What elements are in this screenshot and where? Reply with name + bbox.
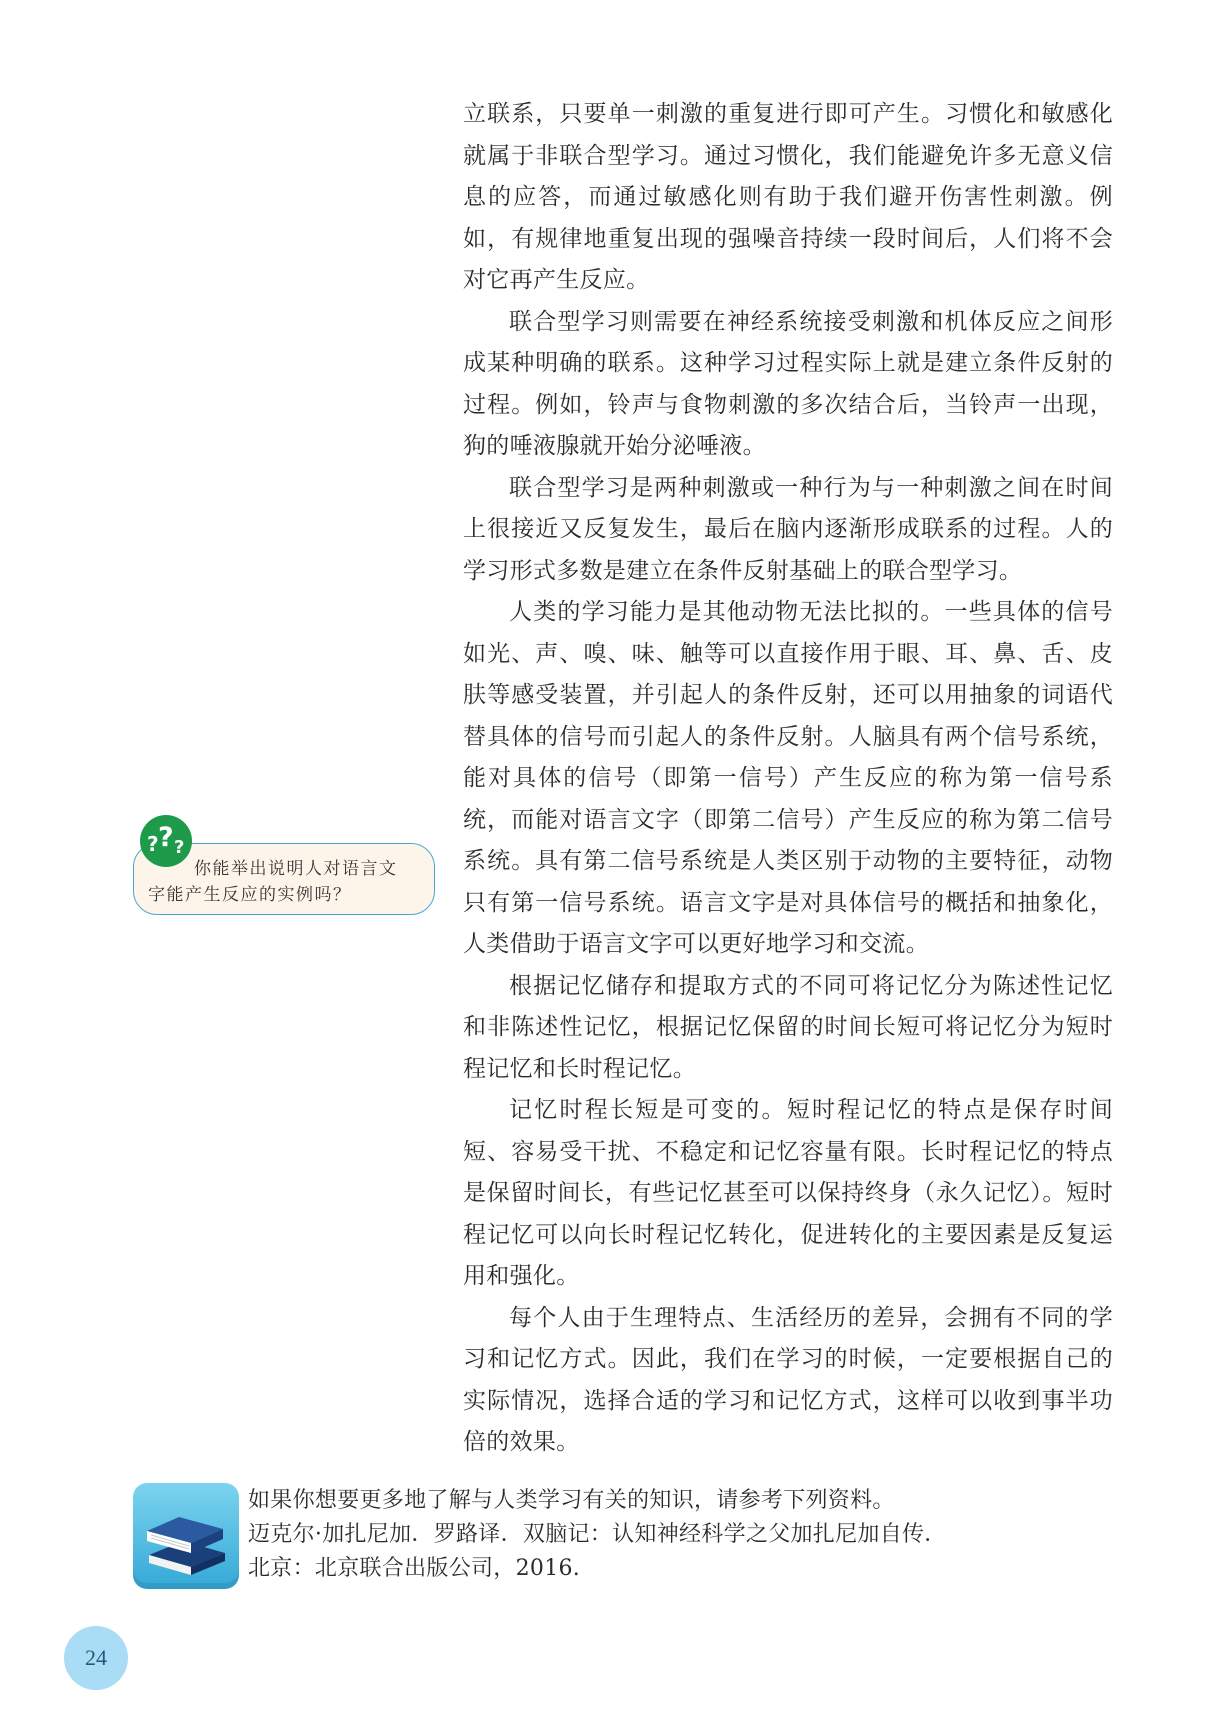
paragraph: 人类的学习能力是其他动物无法比拟的。一些具体的信号如光、声、嗅、味、触等可以直接作用于眼、耳、鼻、舌、皮肤等感受装置，并引起人的条件反射，还可以用抽象的词语代替具体的信号而引起人的条件反射。人脑具有两个信号系统，能对具体的信号（即第一信号）产生反应的称为第一信号系统，而能对语言文字（即第二信号）产生反应的称为第二信号系统。具有第二信号系统是人类区别于动物的主要特征，动物只有第一信号系统。语言文字是对具体信号的概括和抽象化，人类借助于语言文字可以更好地学习和交流。: [463, 599, 1113, 957]
further-reading: [248, 1484, 1128, 1586]
paragraph: 联合型学习则需要在神经系统接受刺激和机体反应之间形成某种明确的联系。这种学习过程实际上就是建立条件反射的过程。例如，铃声与食物刺激的多次结合后，当铃声一出现，狗的唾液腺就开始分泌唾液。: [463, 308, 1113, 459]
paragraph: 根据记忆储存和提取方式的不同可将记忆分为陈述性记忆和非陈述性记忆，根据记忆保留的时间长短可将记忆分为短时程记忆和长时程记忆。: [463, 972, 1113, 1082]
books-icon: [133, 1483, 239, 1589]
main-text: [463, 94, 1113, 1464]
paragraph: 每个人由于生理特点、生活经历的差异，会拥有不同的学习和记忆方式。因此，我们在学习的时候，一定要根据自己的实际情况，选择合适的学习和记忆方式，这样可以收到事半功倍的效果。: [463, 1304, 1113, 1455]
svg-text:?: ?: [174, 837, 185, 858]
reading-intro: 如果你想要更多地了解与人类学习有关的知识，请参考下列资料。: [248, 1488, 895, 1513]
reading-citation: 迈克尔·加扎尼加．罗路译．双脑记：认知神经科学之父加扎尼加自传．: [248, 1522, 947, 1547]
paragraph: 记忆时程长短是可变的。短时程记忆的特点是保存时间短、容易受干扰、不稳定和记忆容量有限。长时程记忆的特点是保留时间长，有些记忆甚至可以保持终身（永久记忆）。短时程记忆可以向长时程记忆转化，促进转化的主要因素是反复运用和强化。: [463, 1097, 1113, 1289]
svg-text:?: ?: [147, 832, 159, 856]
svg-text:?: ?: [158, 822, 174, 853]
question-line-2: 字能产生反应的实例吗？: [148, 885, 352, 905]
question-line-1: 你能举出说明人对语言文: [194, 859, 398, 879]
reading-publisher: 北京：北京联合出版公司，2016.: [248, 1556, 581, 1581]
paragraph: 联合型学习是两种刺激或一种行为与一种刺激之间在时间上很接近又反复发生，最后在脑内逐渐形成联系的过程。人的学习形式多数是建立在条件反射基础上的联合型学习。: [463, 474, 1113, 584]
paragraph: 立联系，只要单一刺激的重复进行即可产生。习惯化和敏感化就属于非联合型学习。通过习惯化，我们能避免许多无意义信息的应答，而通过敏感化则有助于我们避开伤害性刺激。例如，有规律地重复出现的强噪音持续一段时间后，人们将不会对它再产生反应。: [463, 101, 1113, 293]
page-number: 24: [64, 1626, 128, 1690]
question-marks-icon: [140, 815, 192, 867]
